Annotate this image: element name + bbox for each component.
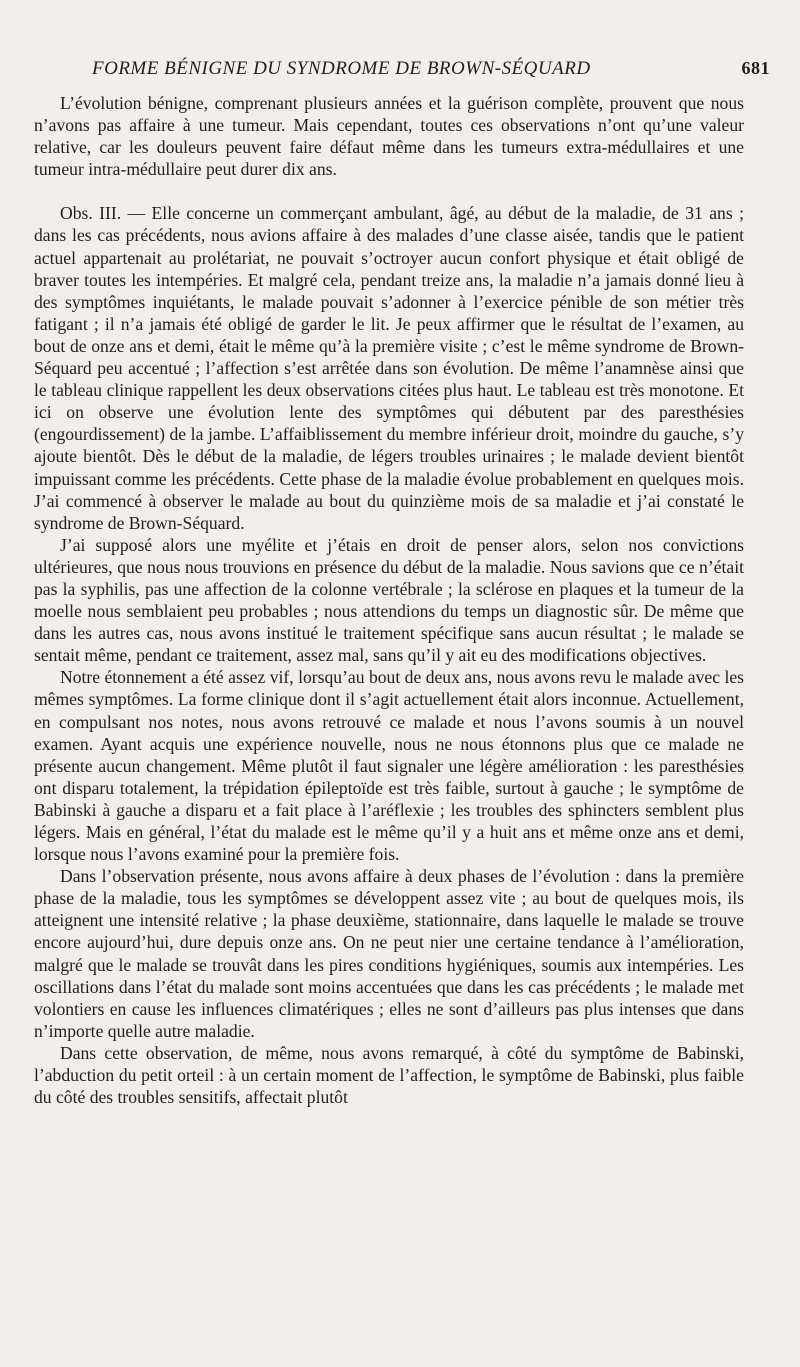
paragraph-intro: L’évolution bénigne, comprenant plusieurs années et la guérison complète, prouvent que nous n’avons pas affaire à une tumeur. Mais cependant, toutes ces observations n’ont qu’une valeur relative, car les douleurs peuvent faire défaut même dans les tumeurs extra-médullaires et une tumeur intra-médullaire peut durer dix ans.	[34, 93, 744, 180]
paragraph-myelitis: J’ai supposé alors une myélite et j’étais en droit de penser alors, selon nos convictions ultérieures, que nous nous trouvions en présence du début de la maladie. Nous savions que ce n’était pas la syphilis, pas une affection de la colonne vertébrale ; la sclérose en plaques et la tumeur de la moelle nous semblaient peu probables ; nous attendions du temps un diagnostic sûr. De même que dans les autres cas, nous avons institué le traitement spécifique sans aucun résultat ; le malade se sentait même, pendant ce traitement, assez mal, sans qu’il y ait eu des modifications objectives.	[34, 534, 744, 666]
running-title: FORME BÉNIGNE DU SYNDROME DE BROWN-SÉQUARD	[92, 58, 591, 79]
body-text	[34, 92, 744, 1108]
book-page	[34, 52, 770, 1108]
paragraph-observation-3: Obs. III. — Elle concerne un commerçant ambulant, âgé, au début de la maladie, de 31 ans ; dans les cas précédents, nous avions affaire à des malades d’une classe aisée, tandis que le patient actuel appartenait au prolétariat, ne pouvait s’octroyer aucun confort physique et était obligé de braver toutes les intempéries. Et malgré cela, pendant treize ans, la maladie n’a jamais donné lieu à des symptômes inquiétants, le malade pouvait s’adonner à l’exercice pénible de son métier très fatigant ; il n’a jamais été obligé de garder le lit. Je peux affirmer que le résultat de l’examen, au bout de onze ans et demi, était le même qu’à la première visite ; c’est le même syndrome de Brown-Séquard peu accentué ; l’affection s’est arrêtée dans son évolution. De même l’anamnèse ainsi que le tableau clinique rappellent les deux observations citées plus haut. Le tableau est très monotone. Et ici on observe une évolution lente des symptômes qui débutent par des paresthésies (engourdissement) de la jambe. L’affaiblissement du membre inférieur droit, moindre du gauche, s’y ajoute bientôt. Dès le début de la maladie, de légers troubles urinaires ; le malade devient bientôt impuissant comme les précédents. Cette phase de la maladie évolue probablement en quelques mois. J’ai commencé à observer le malade au bout du quinzième mois de sa maladie et j’ai constaté le syndrome de Brown-Séquard.	[34, 203, 744, 533]
paragraph-babinski: Dans cette observation, de même, nous avons remarqué, à côté du symptôme de Babinski, l’abduction du petit orteil : à un certain moment de l’affection, le symptôme de Babinski, plus faible du côté des troubles sensitifs, affectait plutôt	[34, 1042, 744, 1108]
page-number: 681	[741, 58, 770, 78]
running-head	[34, 52, 770, 84]
paragraph-two-phases: Dans l’observation présente, nous avons affaire à deux phases de l’évolution : dans la première phase de la maladie, tous les symptômes se développent assez vite ; au bout de quelques mois, ils atteignent une intensité relative ; la phase deuxième, stationnaire, dans laquelle le malade se trouve encore aujourd’hui, dure depuis onze ans. On ne peut nier une certaine tendance à l’amélioration, malgré que le malade se trouvât dans les pires conditions hygiéniques, soumis aux intempéries. Les oscillations dans l’état du malade sont moins accentuées que dans les cas précédents ; le malade met volontiers en cause les influences climatériques ; elles ne sont d’ailleurs pas plus intenses que dans n’importe quelle autre maladie.	[34, 866, 744, 1041]
paragraph-astonishment: Notre étonnement a été assez vif, lorsqu’au bout de deux ans, nous avons revu le malade avec les mêmes symptômes. La forme clinique dont il s’agit actuellement était alors inconnue. Actuellement, en compulsant nos notes, nous avons retrouvé ce malade et nous l’avons soumis à un nouvel examen. Ayant acquis une expérience nouvelle, nous ne nous étonnons plus que ce malade ne présente aucun changement. Même plutôt il faut signaler une légère amélioration : les paresthésies ont disparu totalement, la trépidation épileptoïde est très faible, surtout à gauche ; le symptôme de Babinski à gauche a disparu et a fait place à l’aréflexie ; les troubles des sphincters semblent plus légers. Mais en général, l’état du malade est le même qu’il y a huit ans et même onze ans et demi, lorsque nous l’avons examiné pour la première fois.	[34, 667, 744, 865]
